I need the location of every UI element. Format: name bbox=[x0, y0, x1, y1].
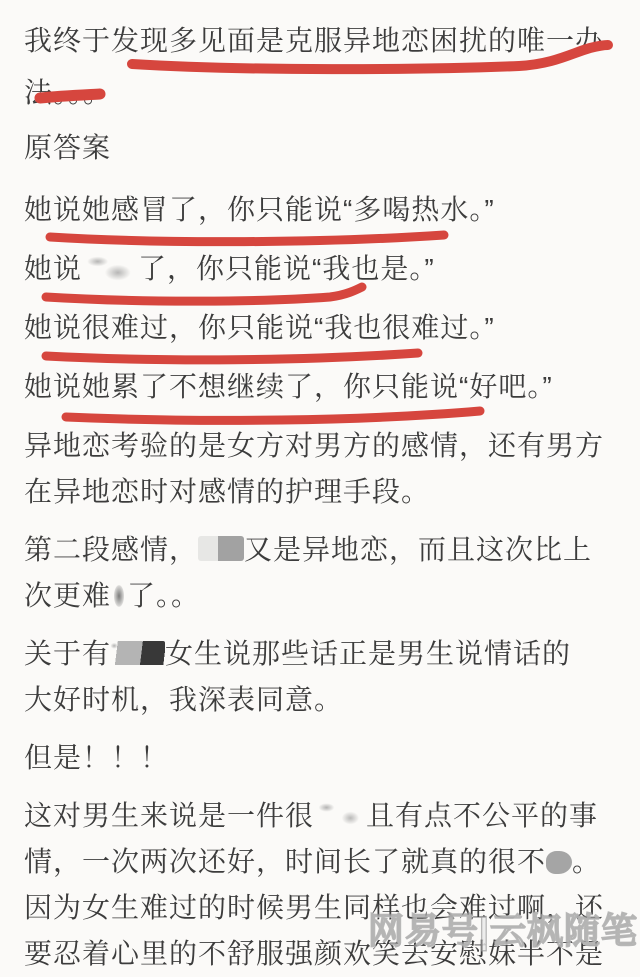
paragraph-about-sweet-talk: 关于有 女生说那些话正是男生说情话的 大好时机，我深表同意。 bbox=[24, 638, 572, 715]
paragraph-exam: 异地恋考验的是女方对男方的感情，还有男方 在异地恋时对感情的护理手段。 bbox=[24, 430, 605, 507]
watermark: 网易号|云枫随笔 bbox=[367, 910, 638, 951]
but-exclamation: 但是！！！ bbox=[24, 742, 170, 773]
paragraph-second-relationship: 第二段感情， 又是异地恋，而且这次比上 次更难 了。。 bbox=[24, 534, 593, 611]
censored-blur bbox=[314, 800, 366, 830]
opening-line-1: 我终于发现多见面是克服异地恋困扰的唯一办 bbox=[24, 25, 605, 56]
opening-paragraph bbox=[24, 15, 622, 119]
quote-line-3: 她说很难过，你只能说“我也很难过。” bbox=[24, 305, 622, 351]
censored-smudge bbox=[111, 579, 127, 613]
quote-text: 她说 bbox=[24, 253, 83, 284]
censored-blur bbox=[82, 254, 138, 284]
quote-line-1: 她说她感冒了，你只能说“多喝热水。” bbox=[24, 187, 622, 233]
quote-line-4: 她说她累了不想继续了，你只能说“好吧。” bbox=[24, 364, 622, 410]
quote-text: 了，你只能说“我也是。” bbox=[138, 253, 435, 284]
quote-line-2 bbox=[24, 246, 622, 292]
censored-block bbox=[198, 536, 244, 561]
censored-scribble bbox=[111, 641, 165, 665]
censored-blob bbox=[546, 851, 572, 874]
original-answer-label: 原答案 bbox=[24, 132, 112, 163]
paragraph-final: 这对男生来说是一件很 且有点不公平的事 情，一次两次还好，时间长了就真的很不 。 因为女生难过的时候男生同样也会难过啊，还 要忍着心里的不舒服强颜欢笑去安慰妹半不是 bbox=[24, 800, 605, 969]
opening-line-2: 法。。。 bbox=[24, 77, 113, 108]
